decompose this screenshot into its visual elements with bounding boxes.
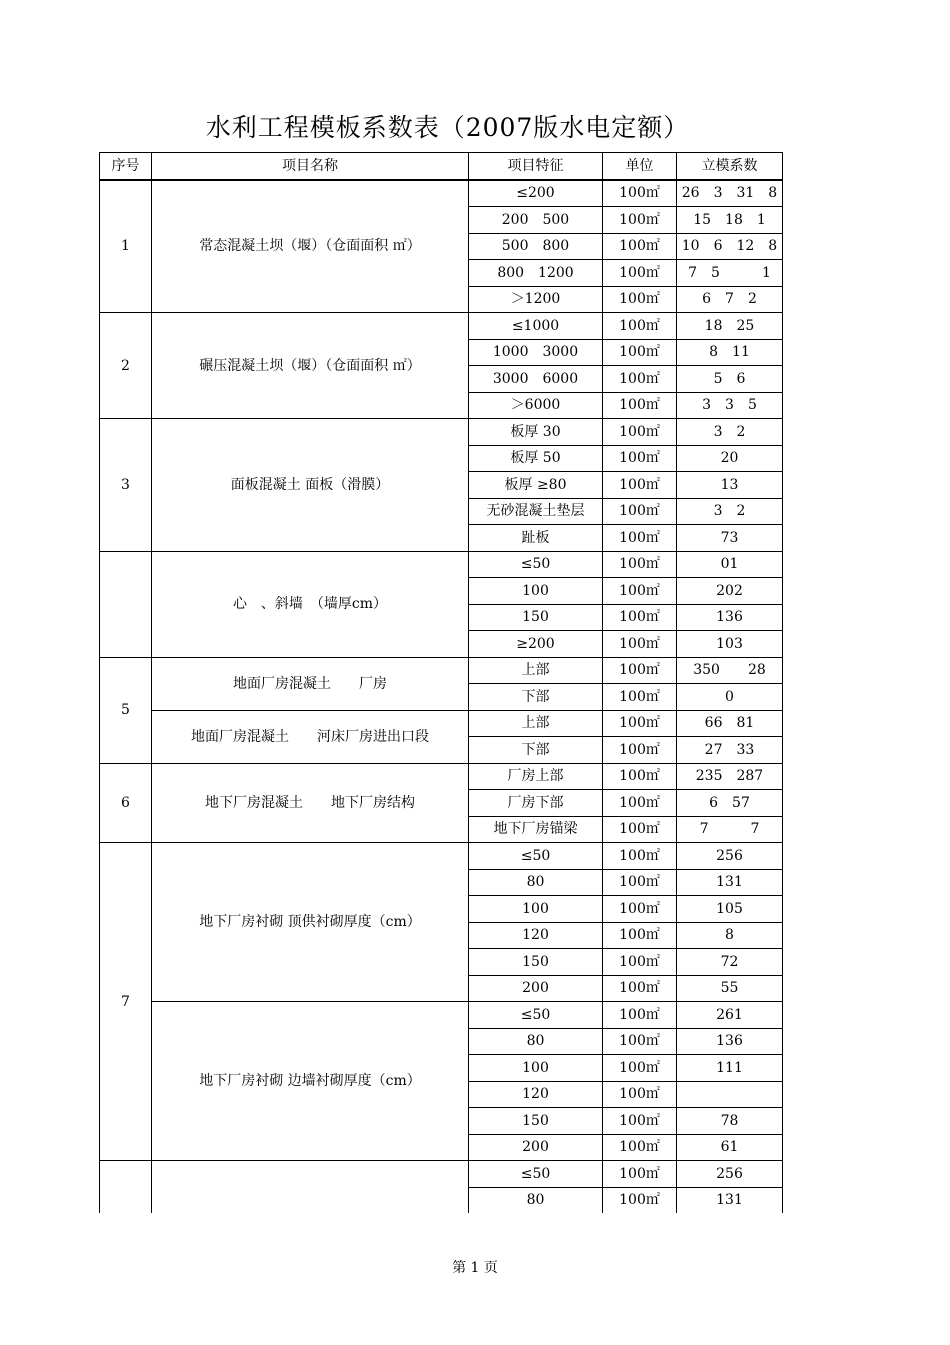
feature-cell: 趾板 [469,525,603,552]
coef-cell: 3 2 [677,419,783,446]
unit-cell: 100㎡ [603,392,677,419]
coef-cell: 72 [677,949,783,976]
unit-cell: 100㎡ [603,1081,677,1108]
unit-cell: 100㎡ [603,737,677,764]
feature-cell: 厂房下部 [469,790,603,817]
coef-cell: 78 [677,1108,783,1135]
page-footer: 第 1 页 [452,1260,498,1276]
feature-cell: ＞6000 [469,392,603,419]
feature-cell: 100 [469,896,603,923]
unit-cell: 100㎡ [603,604,677,631]
feature-cell: ≤50 [469,551,603,578]
unit-cell: 100㎡ [603,180,677,207]
feature-cell: 板厚 30 [469,419,603,446]
feature-cell: 无砂混凝土垫层 [469,498,603,525]
coef-cell: 7 7 [677,816,783,843]
unit-cell: 100㎡ [603,366,677,393]
item-name-cell [152,1161,469,1214]
feature-cell: 150 [469,1108,603,1135]
header-unit: 单位 [603,153,677,180]
coef-cell: 136 [677,604,783,631]
unit-cell: 100㎡ [603,763,677,790]
table-row [100,551,783,578]
header-seq: 序号 [100,153,152,180]
unit-cell: 100㎡ [603,1002,677,1029]
unit-cell: 100㎡ [603,233,677,260]
unit-cell: 100㎡ [603,286,677,313]
table-row [100,419,783,446]
coef-cell: 103 [677,631,783,658]
seq-cell [100,551,152,657]
feature-cell: ≤1000 [469,313,603,340]
coef-cell: 73 [677,525,783,552]
feature-cell: 800 1200 [469,260,603,287]
coef-cell: 61 [677,1134,783,1161]
table-row [100,843,783,870]
coef-cell: 6 7 2 [677,286,783,313]
coef-cell: 15 18 1 [677,207,783,234]
feature-cell: 下部 [469,737,603,764]
table-row [100,657,783,684]
unit-cell: 100㎡ [603,260,677,287]
coef-cell: 10 6 12 8 [677,233,783,260]
item-name-cell: 心 、斜墙 （墙厚cm） [152,551,469,657]
seq-cell: 3 [100,419,152,552]
feature-cell: 下部 [469,684,603,711]
coefficient-table [99,152,783,1213]
unit-cell: 100㎡ [603,445,677,472]
coef-cell [677,1081,783,1108]
coef-cell: 256 [677,1161,783,1188]
feature-cell: 120 [469,922,603,949]
unit-cell: 100㎡ [603,498,677,525]
feature-cell: 120 [469,1081,603,1108]
item-name-cell: 碾压混凝土坝（堰）（仓面面积 ㎡） [152,313,469,419]
unit-cell: 100㎡ [603,1187,677,1213]
unit-cell: 100㎡ [603,816,677,843]
item-name-cell: 面板混凝土 面板（滑膜） [152,419,469,552]
coef-cell: 8 11 [677,339,783,366]
coef-cell: 105 [677,896,783,923]
unit-cell: 100㎡ [603,207,677,234]
feature-cell: ≤50 [469,843,603,870]
seq-cell: 2 [100,313,152,419]
unit-cell: 100㎡ [603,790,677,817]
unit-cell: 100㎡ [603,975,677,1002]
feature-cell: 1000 3000 [469,339,603,366]
seq-cell: 6 [100,763,152,843]
unit-cell: 100㎡ [603,657,677,684]
coef-cell: 111 [677,1055,783,1082]
feature-cell: 100 [469,578,603,605]
coef-cell: 5 6 [677,366,783,393]
coef-cell: 202 [677,578,783,605]
unit-cell: 100㎡ [603,631,677,658]
feature-cell: 板厚 ≥80 [469,472,603,499]
feature-cell: ≥200 [469,631,603,658]
unit-cell: 100㎡ [603,1134,677,1161]
unit-cell: 100㎡ [603,684,677,711]
page-title: 水利工程模板系数表（2007版水电定额） [205,113,690,142]
table-row [100,313,783,340]
unit-cell: 100㎡ [603,1028,677,1055]
unit-cell: 100㎡ [603,710,677,737]
feature-cell: 80 [469,869,603,896]
unit-cell: 100㎡ [603,922,677,949]
unit-cell: 100㎡ [603,1108,677,1135]
coef-cell: 131 [677,869,783,896]
coef-cell: 01 [677,551,783,578]
table-row [100,710,783,737]
coef-cell: 66 81 [677,710,783,737]
feature-cell: 上部 [469,710,603,737]
coef-cell: 20 [677,445,783,472]
coef-cell: 3 3 5 [677,392,783,419]
coef-cell: 6 57 [677,790,783,817]
unit-cell: 100㎡ [603,313,677,340]
coef-cell: 55 [677,975,783,1002]
table-row [100,1002,783,1029]
feature-cell: 80 [469,1187,603,1213]
coef-cell: 13 [677,472,783,499]
feature-cell: 200 500 [469,207,603,234]
coef-cell: 256 [677,843,783,870]
seq-cell: 1 [100,180,152,313]
coef-cell: 7 5 1 [677,260,783,287]
feature-cell: 厂房上部 [469,763,603,790]
coef-cell: 27 33 [677,737,783,764]
unit-cell: 100㎡ [603,578,677,605]
feature-cell: 上部 [469,657,603,684]
coef-cell: 261 [677,1002,783,1029]
feature-cell: 3000 6000 [469,366,603,393]
seq-cell: 5 [100,657,152,763]
unit-cell: 100㎡ [603,1161,677,1188]
feature-cell: 200 [469,975,603,1002]
coef-cell: 235 287 [677,763,783,790]
feature-cell: ＞1200 [469,286,603,313]
feature-cell: 板厚 50 [469,445,603,472]
feature-cell: ≤50 [469,1002,603,1029]
feature-cell: ≤50 [469,1161,603,1188]
item-name-cell: 地面厂房混凝土 厂房 [152,657,469,710]
coef-cell: 350 28 [677,657,783,684]
feature-cell: 150 [469,604,603,631]
coef-cell: 18 25 [677,313,783,340]
coef-cell: 8 [677,922,783,949]
coef-cell: 131 [677,1187,783,1213]
unit-cell: 100㎡ [603,419,677,446]
item-name-cell: 地下厂房衬砌 边墙衬砌厚度（cm） [152,1002,469,1161]
feature-cell: 150 [469,949,603,976]
item-name-cell: 地下厂房混凝土 地下厂房结构 [152,763,469,843]
coef-cell: 0 [677,684,783,711]
item-name-cell: 常态混凝土坝（堰）（仓面面积 ㎡） [152,180,469,313]
header-name: 项目名称 [152,153,469,180]
unit-cell: 100㎡ [603,843,677,870]
table-row [100,180,783,207]
coef-cell: 136 [677,1028,783,1055]
feature-cell: 100 [469,1055,603,1082]
feature-cell: 地下厂房锚梁 [469,816,603,843]
unit-cell: 100㎡ [603,339,677,366]
feature-cell: 500 800 [469,233,603,260]
seq-cell [100,1161,152,1214]
unit-cell: 100㎡ [603,525,677,552]
coef-cell: 26 3 31 8 [677,180,783,207]
header-coef: 立模系数 [677,153,783,180]
table-header-row [100,153,783,180]
unit-cell: 100㎡ [603,472,677,499]
item-name-cell: 地下厂房衬砌 顶供衬砌厚度（cm） [152,843,469,1002]
seq-cell: 7 [100,843,152,1161]
coef-cell: 3 2 [677,498,783,525]
item-name-cell: 地面厂房混凝土 河床厂房进出口段 [152,710,469,763]
table-row [100,1161,783,1188]
table-row [100,763,783,790]
unit-cell: 100㎡ [603,1055,677,1082]
unit-cell: 100㎡ [603,869,677,896]
feature-cell: 80 [469,1028,603,1055]
feature-cell: 200 [469,1134,603,1161]
unit-cell: 100㎡ [603,551,677,578]
unit-cell: 100㎡ [603,949,677,976]
header-feature: 项目特征 [469,153,603,180]
feature-cell: ≤200 [469,180,603,207]
unit-cell: 100㎡ [603,896,677,923]
